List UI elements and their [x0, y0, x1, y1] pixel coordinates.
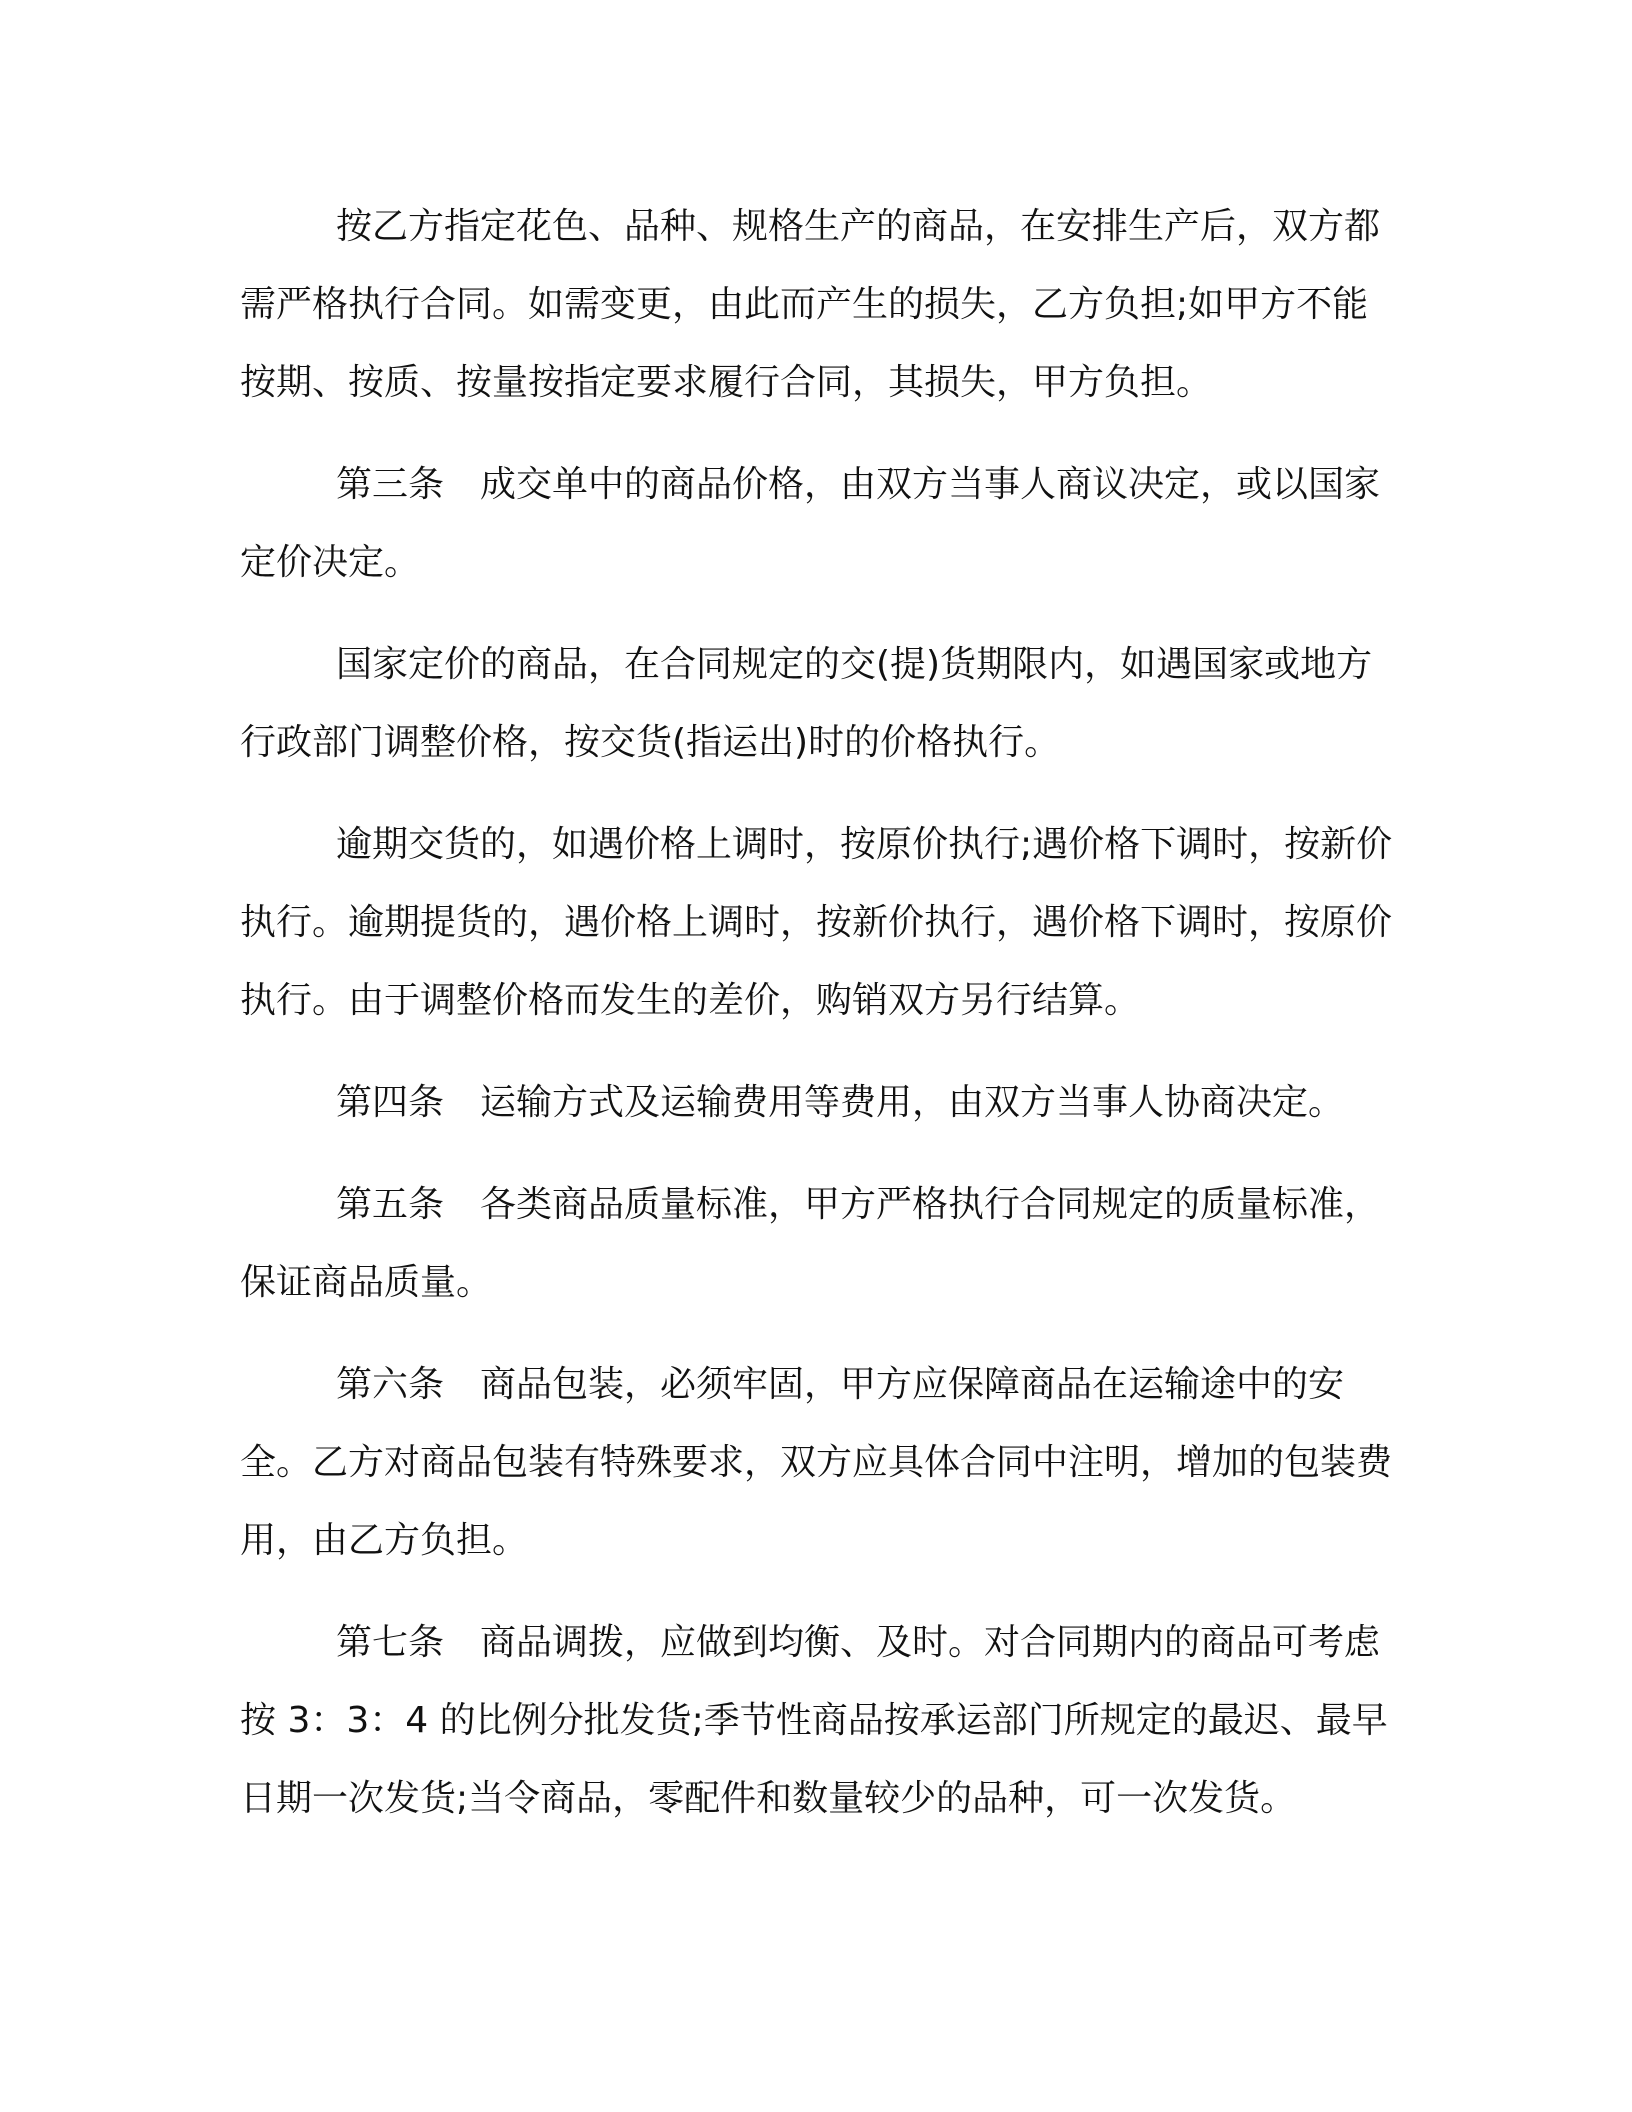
paragraph-state-pricing: 国家定价的商品，在合同规定的交(提)货期限内，如遇国家或地方行政部门调整价格，按交货(指运出)时的价格执行。	[240, 644, 1373, 763]
paragraph-article-4: 第四条 运输方式及运输费用等费用，由双方当事人协商决定。	[336, 1082, 1345, 1123]
paragraph-article-7: 第七条 商品调拨，应做到均衡、及时。对合同期内的商品可考虑按 3：3：4 的比例分批发货;季节性商品按承运部门所规定的最迟、最早日期一次发货;当令商品，零配件和数量较少的品种，可一次发货。	[240, 1622, 1388, 1819]
paragraph-article-5: 第五条 各类商品质量标准，甲方严格执行合同规定的质量标准，保证商品质量。	[240, 1184, 1381, 1303]
paragraph-production-terms: 按乙方指定花色、品种、规格生产的商品，在安排生产后，双方都需严格执行合同。如需变更，由此而产生的损失，乙方负担;如甲方不能按期、按质、按量按指定要求履行合同，其损失，甲方负担。	[240, 206, 1381, 403]
paragraph-article-3: 第三条 成交单中的商品价格，由双方当事人商议决定，或以国家定价决定。	[240, 464, 1381, 583]
paragraph-late-delivery: 逾期交货的，如遇价格上调时，按原价执行;遇价格下调时，按新价执行。逾期提货的，遇价格上调时，按新价执行，遇价格下调时，按原价执行。由于调整价格而发生的差价，购销双方另行结算。	[240, 824, 1393, 1021]
document-body	[240, 188, 1400, 1862]
paragraph-article-6: 第六条 商品包装，必须牢固，甲方应保障商品在运输途中的安全。乙方对商品包装有特殊要求，双方应具体合同中注明，增加的包装费用，由乙方负担。	[240, 1364, 1393, 1561]
